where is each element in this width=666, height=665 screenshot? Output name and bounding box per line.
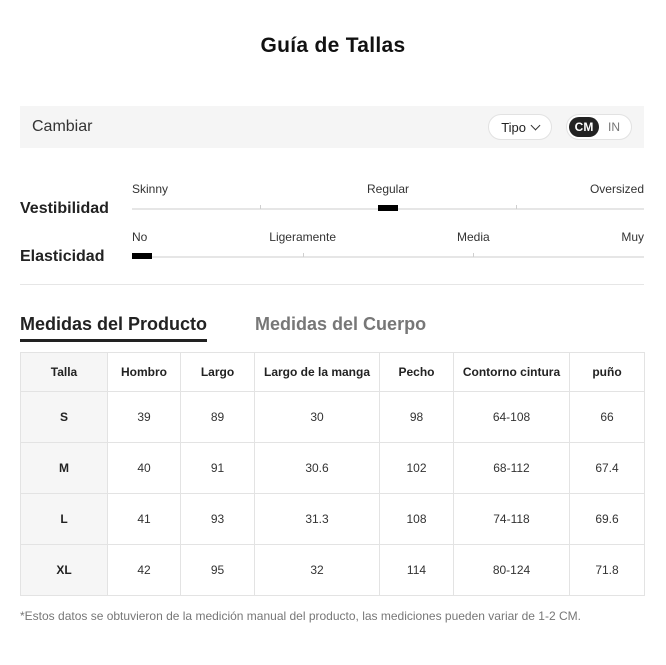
table-cell: 66 <box>570 392 645 443</box>
table-cell: 42 <box>108 545 181 596</box>
table-cell: 89 <box>181 392 255 443</box>
fit-tick <box>260 205 261 209</box>
table-cell: 74-118 <box>454 494 570 545</box>
table-cell: 98 <box>380 392 454 443</box>
chevron-down-icon <box>531 120 541 130</box>
elasticity-scale-label: Media <box>457 230 490 244</box>
fit-tick <box>516 205 517 209</box>
tipo-dropdown[interactable] <box>488 114 552 140</box>
tab-body-measurements[interactable]: Medidas del Cuerpo <box>255 314 427 334</box>
table-cell: 69.6 <box>570 494 645 545</box>
fit-scale <box>132 182 644 218</box>
table-cell: 114 <box>380 545 454 596</box>
unit-toggle <box>566 114 632 140</box>
size-cell: L <box>21 494 108 545</box>
unit-in-button[interactable]: IN <box>608 120 620 134</box>
page-title: Guía de Tallas <box>260 34 406 57</box>
fit-label: Vestibilidad <box>20 200 109 217</box>
table-cell: 102 <box>380 443 454 494</box>
table-header-cell: Contorno cintura <box>454 353 570 392</box>
elasticity-scale-label: No <box>132 230 148 244</box>
table-cell: 67.4 <box>570 443 645 494</box>
table-header-cell: Talla <box>21 353 108 392</box>
table-cell: 68-112 <box>454 443 570 494</box>
table-cell: 30 <box>255 392 380 443</box>
table-row <box>21 392 645 443</box>
unit-cm-button[interactable]: CM <box>569 117 599 137</box>
table-header-row <box>21 353 645 392</box>
fit-scale-label: Skinny <box>132 182 169 196</box>
switch-label: Cambiar <box>32 118 93 135</box>
fit-row <box>20 182 644 218</box>
elasticity-marker <box>132 253 152 259</box>
table-cell: 95 <box>181 545 255 596</box>
measurement-note: *Estos datos se obtuvieron de la medición manual del producto, las mediciones pueden variar de 1-2 CM. <box>20 609 581 623</box>
size-cell: S <box>21 392 108 443</box>
section-divider <box>20 284 644 285</box>
measurement-tabs <box>20 314 426 342</box>
table-cell: 80-124 <box>454 545 570 596</box>
elasticity-tick <box>473 253 474 257</box>
tab-product-measurements[interactable]: Medidas del Producto <box>20 314 207 342</box>
table-row <box>21 443 645 494</box>
fit-scale-label: Regular <box>366 182 410 196</box>
table-cell: 93 <box>181 494 255 545</box>
elasticity-scale-label: Ligeramente <box>269 230 336 244</box>
elasticity-track <box>132 256 644 258</box>
table-cell: 71.8 <box>570 545 645 596</box>
table-cell: 32 <box>255 545 380 596</box>
table-cell: 108 <box>380 494 454 545</box>
elasticity-row <box>20 230 644 266</box>
unit-switch-bar <box>20 106 644 148</box>
size-cell: XL <box>21 545 108 596</box>
table-cell: 40 <box>108 443 181 494</box>
table-header-cell: Largo de la manga <box>255 353 380 392</box>
table-cell: 91 <box>181 443 255 494</box>
tipo-label: Tipo <box>501 119 526 135</box>
elasticity-label: Elasticidad <box>20 248 105 265</box>
table-header-cell: Largo <box>181 353 255 392</box>
fit-scale-label: Oversized <box>589 182 644 196</box>
table-row <box>21 494 645 545</box>
table-header-cell: puño <box>570 353 645 392</box>
table-header-cell: Pecho <box>380 353 454 392</box>
table-cell: 41 <box>108 494 181 545</box>
table-row <box>21 545 645 596</box>
elasticity-tick <box>303 253 304 257</box>
size-cell: M <box>21 443 108 494</box>
elasticity-scale-label: Muy <box>621 230 644 244</box>
size-table <box>20 352 645 596</box>
table-cell: 30.6 <box>255 443 380 494</box>
table-cell: 39 <box>108 392 181 443</box>
fit-marker <box>378 205 398 211</box>
elasticity-scale <box>132 230 644 266</box>
table-header-cell: Hombro <box>108 353 181 392</box>
table-cell: 64-108 <box>454 392 570 443</box>
table-cell: 31.3 <box>255 494 380 545</box>
